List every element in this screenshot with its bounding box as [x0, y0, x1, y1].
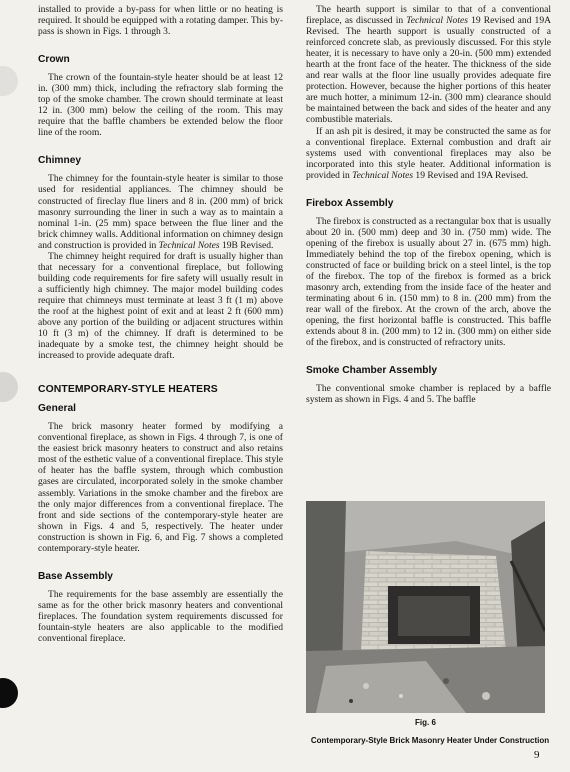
contemporary-heading: CONTEMPORARY-STYLE HEATERS [38, 384, 218, 396]
punch-hole-top [0, 66, 18, 96]
punch-hole-bottom [0, 678, 18, 708]
general-paragraph: The brick masonry heater formed by modifying a conventional fireplace, as shown in Figs. 4 through 7, is one of the easiest brick masonry heaters to construct and also retains most of the esthetic value of a conventional fireplace. This style of heater has the baffle system, through which combustion gases are circulated, incorporated solely in the smoke chamber assembly. Variations in the smoke chamber and the firebox are the only major differences from a conventional fireplace. The front and side sections of the contemporary-style heater are shown in Figs. 4 and 5, respectively. The heater under construction is shown in Fig. 6, and Fig. 7 shows a completed contemporary-style heater. [38, 421, 283, 554]
chimney-heading: Chimney [38, 155, 82, 167]
firebox-heading: Firebox Assembly [306, 197, 394, 209]
figure-caption: Contemporary-Style Brick Masonry Heater Under Construction [310, 736, 550, 745]
chimney-paragraph-1: The chimney for the fountain-style heater is similar to those used for residential appliances. The chimney should be constructed of fireclay flue liners and 8 in. (200 mm) of brick masonry surrounding the liner in such a way as to maintain a nominal 1-in. (25 mm) space between the flue liner and the brick chimney walls. Additional information on chimney design and construction is provided in Technical Notes 19B Revised. [38, 173, 283, 251]
smoke-chamber-heading: Smoke Chamber Assembly [306, 365, 437, 377]
photo-illustration [306, 501, 545, 713]
firebox-paragraph: The firebox is constructed as a rectangular box that is usually about 20 in. (500 mm) deep and 30 in. (750 mm) wide. The opening of the firebox is usually about 27 in. (675 mm) high. Immediately behind the top of the firebox opening, which is constructed of face or building brick on a steel lintel, is the top of the firebox. The top of the firebox is formed as a brick masonry arch, extending from the inside face of the heater and terminating about 6 in. (150 mm) to 8 in. (200 mm) from the rear wall of the firebox. At the crown of the arch, above the opening, the first horizontal baffle is constructed. This baffle extends about 8 in. (200 mm) to 12 in. (300 mm) on either side of the firebox, and is constructed of refractory units. [306, 215, 551, 349]
figure-label: Fig. 6 [415, 718, 436, 727]
smoke-chamber-paragraph: The conventional smoke chamber is replaced by a baffle system as shown in Figs. 4 and 5. The baffle [306, 383, 551, 406]
intro-paragraph: installed to provide a by-pass for when little or no heating is required. It should be equipped with a rotating damper. This by-pass is shown in Figs. 1 through 3. [38, 4, 283, 38]
heater-construction-photo [306, 501, 545, 713]
chimney-paragraph-2: The chimney height required for draft is usually higher than that necessary for a conventional fireplace, but following building code requirements for fire safety will usually result in a sufficiently high chimney. The major model building codes require that chimneys must terminate at least 3 ft (1 m) above the roof at the highest point of exit and at least 2 ft (600 mm) above any portion of the building or adjacent structures within 10 ft (3 m) of the chimney. If draft is determined to be inadequate by a smoke test, the chimney height should be increased to provide adequate draft. [38, 250, 283, 362]
crown-paragraph: The crown of the fountain-style heater should be at least 12 in. (300 mm) thick, including the refractory slab forming the top of the smoke chamber. The crown should terminate at least 12 in. (300 mm) below the ceiling of the room. This may require that the baffle chambers be extended below the floor line of the room. [38, 72, 283, 139]
base-assembly-heading: Base Assembly [38, 570, 113, 582]
crown-heading: Crown [38, 54, 70, 66]
punch-hole-middle [0, 372, 18, 402]
page-number: 9 [534, 749, 540, 761]
hearth-paragraph-1: The hearth support is similar to that of a conventional fireplace, as discussed in Technical Notes 19 Revised and 19A Revised. The hearth support is usually constructed of a reinforced concrete slab, as previously discussed. For this style heater, it is necessary to have only a 20-in. (500 mm) extended hearth at the front face of the heater. The thickness of the side and rear walls at the floor line usually provides adequate fire protection. However, because the higher portions of this heater are much hotter, a minimum 12-in. (300 mm) clearance should be maintained between the back and sides of the heater and any combustible materials. [306, 4, 551, 126]
right-column [306, 4, 551, 405]
left-column [38, 4, 283, 644]
base-assembly-paragraph: The requirements for the base assembly are essentially the same as for the other brick masonry heaters and conventional fireplaces. The foundation system requirements discussed for fountain-style heaters are also applicable to the modified conventional fireplace. [38, 588, 283, 644]
general-heading: General [38, 403, 76, 415]
hearth-paragraph-2: If an ash pit is desired, it may be constructed the same as for a conventional fireplace. External combustion and draft air systems used with conventional fireplaces may also be incorporated into this style heater. Additional information is provided in Technical Notes 19 Revised and 19A Revised. [306, 125, 551, 181]
